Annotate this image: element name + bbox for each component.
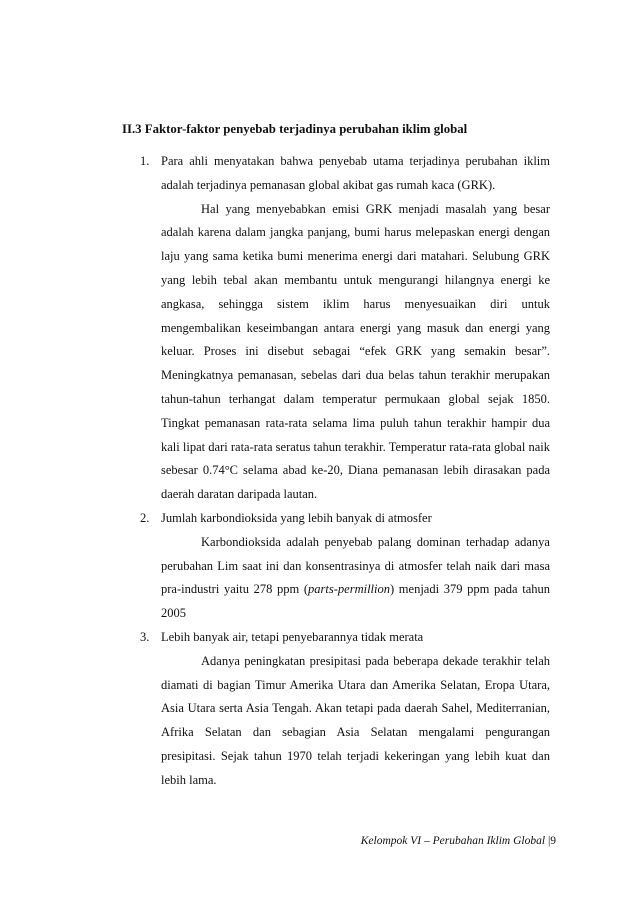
list-item-number: 3. <box>140 629 150 644</box>
list-item-2 <box>140 507 550 626</box>
list-item-1 <box>140 150 550 507</box>
list-item-lead: Jumlah karbondioksida yang lebih banyak di atmosfer <box>161 510 432 525</box>
list-item-lead: Lebih banyak air, tetapi penyebarannya tidak merata <box>161 629 424 644</box>
list-item-paragraph: Hal yang menyebabkan emisi GRK menjadi masalah yang besar adalah karena dalam jangka panjang, bumi harus melepaskan energi dengan laju yang sama ketika bumi menerima energi dari matahari. Selubung GRK yang lebih tebal akan membantu untuk mengurangi hilangnya energi ke angkasa, sehingga sistem iklim harus menyesuaikan diri untuk mengembalikan keseimbangan antara energi yang masuk dan energi yang keluar. Proses ini disebut sebagai “efek GRK yang semakin besar”. Meningkatnya pemanasan, sebelas dari dua belas tahun terakhir merupakan tahun-tahun terhangat dalam temperatur permukaan global sejak 1850. Tingkat pemanasan rata-rata selama lima puluh tahun terakhir hampir dua kali lipat dari rata-rata seratus tahun terakhir. Temperatur rata-rata global naik sebesar 0.74°C selama abad ke-20, Diana pemanasan lebih dirasakan pada daerah daratan daripada lautan. <box>161 201 550 502</box>
section-heading: II.3 Faktor-faktor penyebab terjadinya perubahan iklim global <box>122 122 468 136</box>
list-item-number: 1. <box>140 154 150 168</box>
list-item-paragraph <box>161 531 550 626</box>
page-number: 9 <box>550 835 556 847</box>
paragraph-italic-term: parts-permillion <box>308 582 390 597</box>
list-item-paragraph: Adanya peningkatan presipitasi pada beberapa dekade terakhir telah diamati di bagian Timur Amerika Utara dan Amerika Selatan, Eropa Utara, Asia Utara serta Asia Tengah. Akan tetapi pada daerah Sahel, Mediterranian, Afrika Selatan dan sebagian Asia Selatan mengalami pengurangan presipitasi. Sejak tahun 1970 telah terjadi kekeringan yang lebih kuat dan lebih lama. <box>161 653 550 787</box>
footer-separator: | <box>545 835 551 847</box>
list-item-number: 2. <box>140 510 150 525</box>
footer-text: Kelompok VI – Perubahan Iklim Global <box>360 835 546 847</box>
list-item-lead: Para ahli menyatakan bahwa penyebab utama terjadinya perubahan iklim adalah terjadinya pemanasan global akibat gas rumah kaca (GRK). <box>161 154 550 192</box>
cause-list <box>140 150 550 793</box>
paragraph-text-after: ) menjadi 379 ppm pada tahun 2005 <box>161 582 550 621</box>
paragraph-text-before: Karbondioksida adalah penyebab palang dominan terhadap adanya perubahan Lim saat ini dan konsentrasinya di atmosfer telah naik dari masa pra-industri yaitu 278 ppm ( <box>161 534 550 597</box>
list-item-3 <box>140 626 550 793</box>
page-footer <box>361 834 556 848</box>
